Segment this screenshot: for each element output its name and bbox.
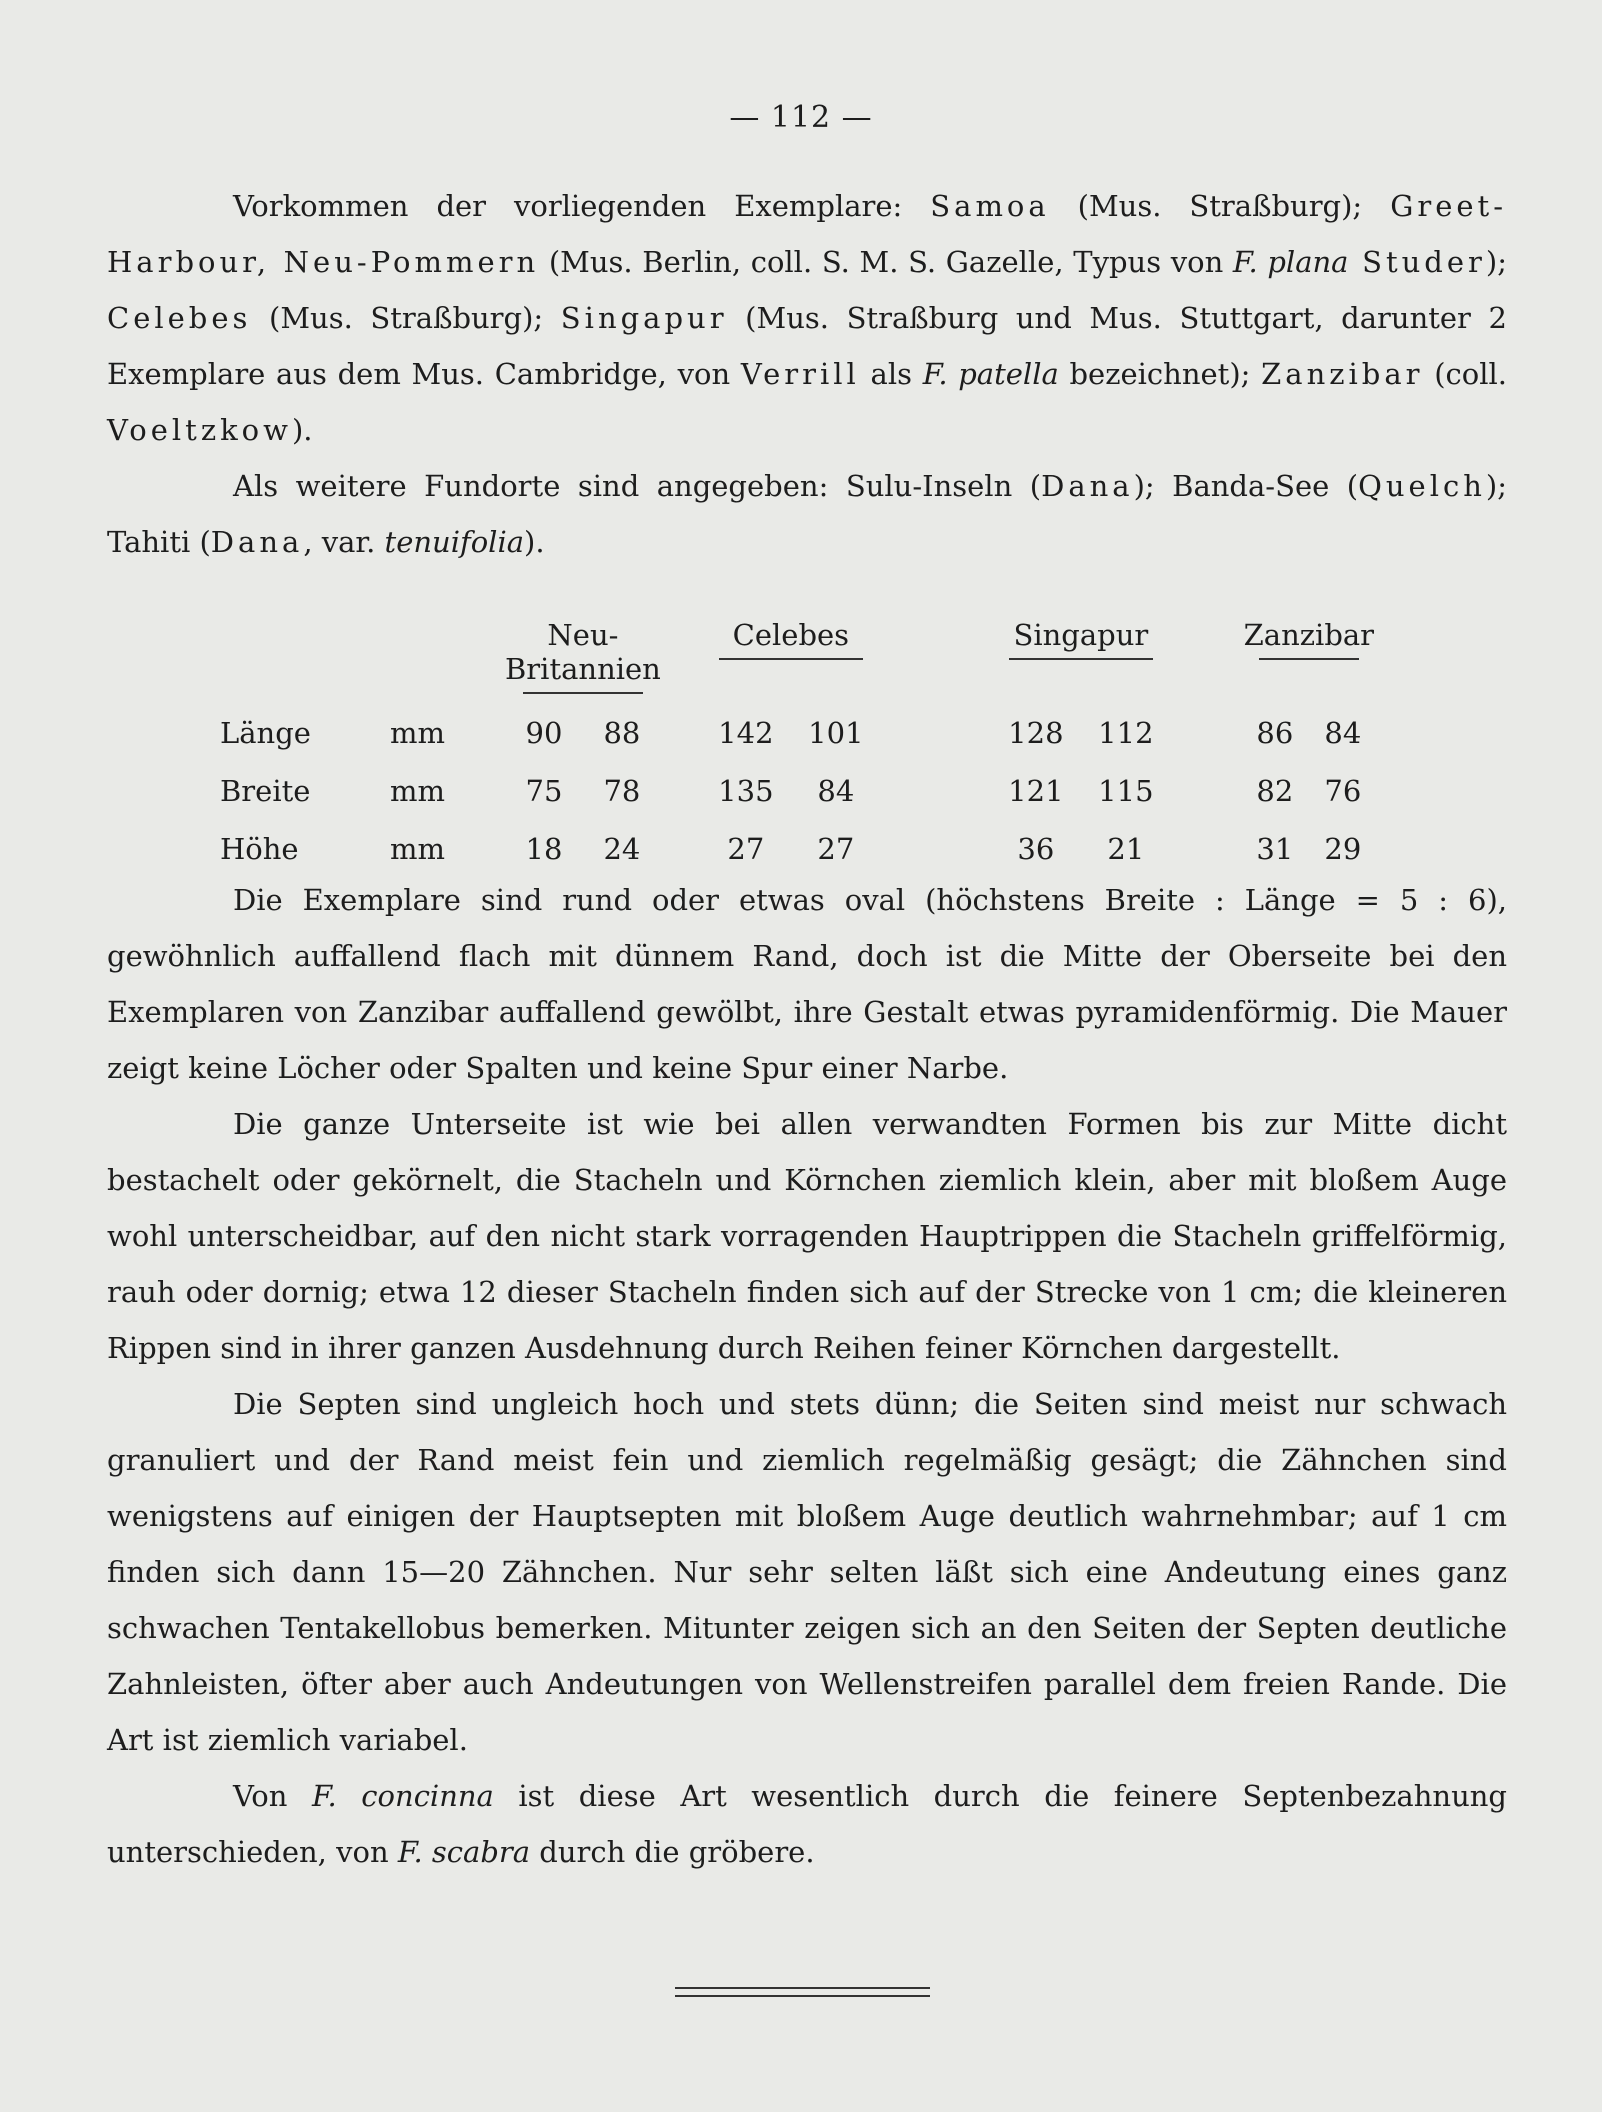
text-run: Von <box>233 1779 312 1813</box>
variety-tenuifolia: tenuifolia <box>384 525 525 559</box>
table-cell: 36 <box>1017 832 1055 866</box>
body-text <box>107 178 1507 570</box>
column-group-header: Neu-Britannien <box>505 618 661 704</box>
table-row <box>220 762 1377 820</box>
unit-label: mm <box>390 832 445 866</box>
table-cell: 135 <box>718 774 774 808</box>
text-run: ); Tahiti ( <box>107 469 1507 559</box>
text-run: ); Banda-See ( <box>1133 469 1359 503</box>
locality-samoa: Samoa <box>930 189 1050 223</box>
locality-greet-harbour: Greet-Harbour, Neu-Pommern <box>107 189 1507 279</box>
unit-label: mm <box>390 774 445 808</box>
text-run: Vorkommen der vorliegenden Exemplare: <box>233 189 931 223</box>
paragraph-localities <box>107 458 1507 570</box>
table-cell: 24 <box>603 832 641 866</box>
brace-line <box>719 658 863 670</box>
table-header-row <box>220 618 1377 704</box>
text-run: als <box>859 357 923 391</box>
table-cell: 82 <box>1256 774 1294 808</box>
paragraph-shape: Die Exemplare sind rund oder etwas oval (höchstens Breite : Länge = 5 : 6), gewöhnlich auffallend flach mit dünnem Rand, doch ist die Mitte der Oberseite bei den Exemplaren von Zanzibar auffallend gewölbt, ihre Gestalt etwas pyramidenförmig. Die Mauer zeigt keine Löcher oder Spalten und keine Spur einer Narbe. <box>107 883 1507 1085</box>
locality-zanzibar: Zanzibar <box>1261 357 1424 391</box>
body-text-lower <box>107 872 1507 1880</box>
table-cell: 90 <box>525 716 563 750</box>
table-cell: 76 <box>1324 774 1362 808</box>
table-cell: 84 <box>1324 716 1362 750</box>
text-run: ). <box>524 525 545 559</box>
brace-line <box>523 692 643 704</box>
locality-singapur: Singapur <box>560 301 728 335</box>
text-run: (Mus. Straßburg); <box>251 301 561 335</box>
table-cell: 128 <box>1008 716 1064 750</box>
measurement-table <box>220 618 1377 878</box>
paragraph-comparison <box>107 1768 1507 1880</box>
table-cell: 121 <box>1008 774 1064 808</box>
species-f-concinna: F. concinna <box>311 1779 494 1813</box>
paragraph-septa: Die Septen sind ungleich hoch und stets dünn; die Seiten sind meist nur schwach granuliert und der Rand meist fein und ziemlich regelmäßig gesägt; die Zähnchen sind wenigstens auf einigen der Hauptsepten mit bloßem Auge deutlich wahrnehmbar; auf 1 cm finden sich dann 15—20 Zähnchen. Nur sehr selten läßt sich eine Andeutung eines ganz schwachen Tentakellobus bemerken. Mitunter zeigen sich an den Seiten der Septen deutliche Zahnleisten, öfter aber auch Andeutungen von Wellenstreifen parallel dem freien Rande. Die Art ist ziemlich variabel. <box>107 1387 1507 1757</box>
row-label: Länge <box>220 716 311 750</box>
table-cell: 29 <box>1324 832 1362 866</box>
paragraph-occurrence <box>107 178 1507 458</box>
author-studer: Studer <box>1348 245 1486 279</box>
table-cell: 78 <box>603 774 641 808</box>
column-group-header: Zanzibar <box>1241 618 1377 704</box>
text-run: ist diese Art wesentlich durch die feinere Septenbezahnung unterschieden, von <box>107 1779 1507 1869</box>
author-dana: Dana <box>1041 469 1134 503</box>
column-group-header: Celebes <box>701 618 881 704</box>
table-cell: 27 <box>727 832 765 866</box>
table-cell: 27 <box>817 832 855 866</box>
table-cell: 21 <box>1107 832 1145 866</box>
text-run: (Mus. Straßburg und Mus. Stuttgart, darunter 2 Exemplare aus dem Mus. Cambridge, von <box>107 301 1507 391</box>
table-cell: 142 <box>718 716 774 750</box>
brace-line <box>1009 658 1153 670</box>
table-cell: 31 <box>1256 832 1294 866</box>
table-row <box>220 704 1377 762</box>
text-run: (Mus. Berlin, coll. S. M. S. Gazelle, Typus von <box>539 245 1233 279</box>
paragraph-underside: Die ganze Unterseite ist wie bei allen verwandten Formen bis zur Mitte dicht bestachelt oder gekörnelt, die Stacheln und Körnchen ziemlich klein, aber mit bloßem Auge wohl unterscheidbar, auf den nicht stark vorragenden Hauptrippen die Stacheln griffelförmig, rauh oder dornig; etwa 12 dieser Stacheln finden sich auf der Strecke von 1 cm; die kleineren Rippen sind in ihrer ganzen Ausdehnung durch Reihen feiner Körnchen dargestellt. <box>107 1107 1507 1365</box>
table-cell: 18 <box>525 832 563 866</box>
text-run: (Mus. Straßburg); <box>1049 189 1391 223</box>
row-label: Breite <box>220 774 311 808</box>
text-run: ). <box>291 413 313 447</box>
text-run: (coll. <box>1423 357 1508 391</box>
table-cell: 101 <box>808 716 864 750</box>
table-row <box>220 820 1377 878</box>
species-f-plana: F. plana <box>1232 245 1349 279</box>
locality-celebes: Celebes <box>107 301 252 335</box>
table-cell: 88 <box>603 716 641 750</box>
text-run: Als weitere Fundorte sind angegeben: Sulu-Inseln ( <box>233 469 1042 503</box>
brace-line <box>1259 658 1359 670</box>
table-cell: 112 <box>1098 716 1154 750</box>
text-run: ); <box>1485 245 1507 279</box>
species-f-patella: F. patella <box>922 357 1059 391</box>
species-f-scabra: F. scabra <box>397 1835 531 1869</box>
table-cell: 84 <box>817 774 855 808</box>
author-verrill: Verrill <box>740 357 860 391</box>
text-run: bezeichnet); <box>1058 357 1262 391</box>
text-run: durch die gröbere. <box>530 1835 815 1869</box>
page-number: — 112 — <box>729 100 873 135</box>
author-dana: Dana <box>210 525 304 559</box>
collector-voeltzkow: Voeltzkow <box>107 413 292 447</box>
section-end-rule <box>675 1987 930 1997</box>
row-label: Höhe <box>220 832 299 866</box>
table-cell: 75 <box>525 774 563 808</box>
text-run: , var. <box>303 525 385 559</box>
table-cell: 115 <box>1098 774 1154 808</box>
table-cell: 86 <box>1256 716 1294 750</box>
column-group-header: Singapur <box>991 618 1171 704</box>
unit-label: mm <box>390 716 445 750</box>
author-quelch: Quelch <box>1358 469 1486 503</box>
